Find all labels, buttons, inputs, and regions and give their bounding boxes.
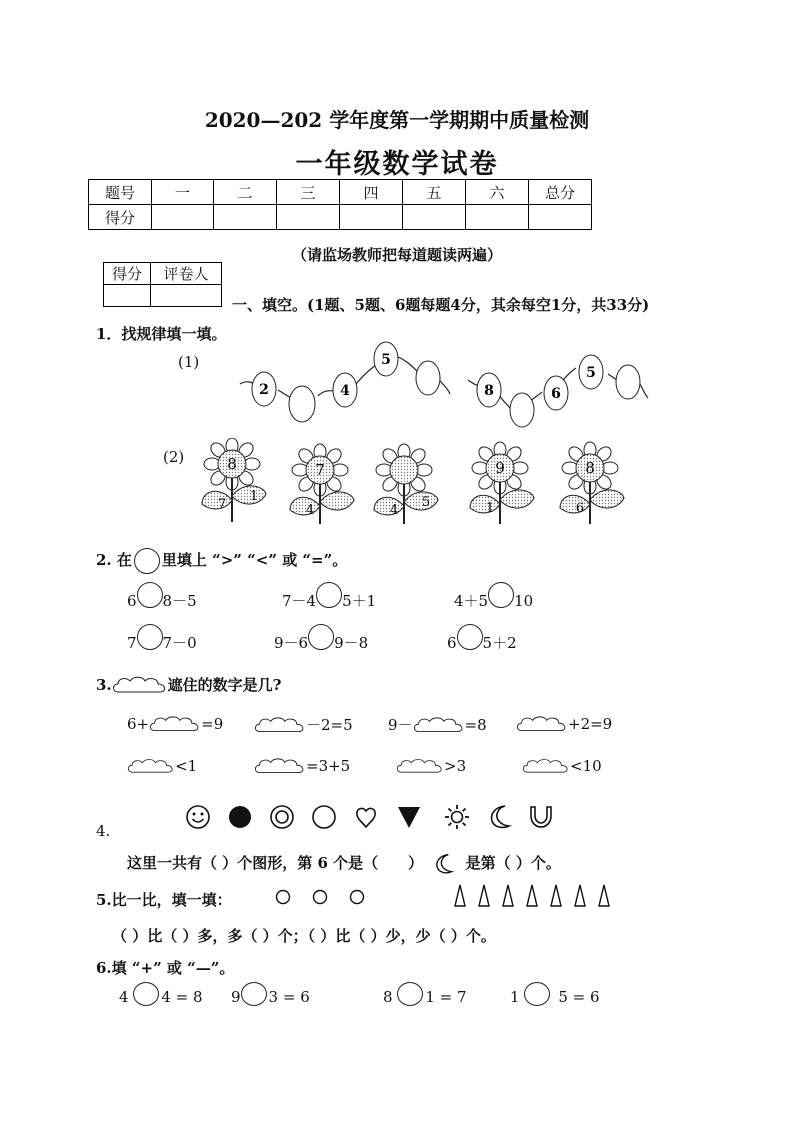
- flower-1-left-leaf-number: 7: [217, 497, 227, 512]
- question-5-label: 5.比一比，填一填：: [96, 891, 232, 909]
- exam-title: 2020—202 学年度第一学期期中质量检测: [204, 108, 590, 132]
- filled-circle-icon: [227, 804, 253, 830]
- sign-blank[interactable]: [241, 982, 267, 1006]
- question-4-label: 4.: [96, 822, 111, 840]
- grader-table-cell: 评卷人: [151, 263, 222, 285]
- compare-blank[interactable]: [316, 582, 342, 608]
- cloud-blank[interactable]: [413, 715, 465, 737]
- cloud-equation: <1: [127, 756, 197, 778]
- score-table-cell: 四: [340, 180, 403, 205]
- small-circle-icon: [314, 891, 327, 904]
- moon-icon: [487, 804, 513, 830]
- smiley-icon: [185, 804, 211, 830]
- flower-1: [202, 438, 266, 522]
- cloud-blank[interactable]: [254, 756, 306, 778]
- flower-2-head-number: 7: [315, 461, 325, 479]
- cloud-blank[interactable]: [396, 756, 444, 778]
- compare-blank[interactable]: [137, 624, 163, 650]
- compare-item: 4＋5 10: [454, 590, 533, 611]
- score-input-cell[interactable]: [466, 205, 529, 230]
- chain-b-number-4: 5: [586, 365, 596, 381]
- score-input-cell[interactable]: [403, 205, 466, 230]
- question-1-part1-label: (1): [178, 353, 200, 371]
- flower-1-head-number: 8: [227, 455, 237, 473]
- score-table: [88, 179, 592, 230]
- sign-blank[interactable]: [133, 982, 159, 1006]
- flower-3-right-leaf-number: 5: [421, 495, 431, 510]
- cloud-equation: 6+ =9: [127, 714, 223, 736]
- flower-5: [560, 442, 624, 524]
- sign-item: 8 1 = 7: [383, 988, 467, 1006]
- compare-item: 6 5＋2: [447, 632, 517, 653]
- number-chains: [236, 338, 656, 433]
- chain-a-number-4: 5: [381, 352, 391, 368]
- compare-blank[interactable]: [137, 582, 163, 608]
- section-heading: 一、填空。(1题、5题、6题每题4分，其余每空1分，共33分): [232, 296, 650, 314]
- cloud-equation: －2=5: [254, 714, 353, 737]
- cloud-blank[interactable]: [149, 714, 201, 736]
- chain-a-blank-2[interactable]: [289, 386, 315, 422]
- reading-note: （请监场教师把每道题读两遍）: [291, 246, 502, 264]
- circle-group: [270, 886, 380, 908]
- grader-table: [103, 262, 222, 307]
- compare-blank[interactable]: [308, 624, 334, 650]
- empty-circle-icon: [311, 804, 337, 830]
- flower-row: [198, 438, 638, 524]
- sun-icon: [444, 804, 470, 830]
- grader-table-cell: 得分: [104, 263, 151, 285]
- cloud-icon: [112, 676, 168, 696]
- question-2-label-post: 里填上 “>” “<” 或 “=”。: [161, 551, 348, 569]
- flower-4-head-number: 9: [495, 459, 505, 477]
- question-6-label: 6.填 “+” 或 “—”。: [96, 959, 235, 977]
- compare-item: 9－6 9－8: [274, 632, 368, 653]
- cloud-equation: >3: [396, 756, 466, 778]
- flower-4-left-leaf-number: 1: [485, 501, 495, 516]
- cloud-blank[interactable]: [522, 756, 570, 778]
- flower-1-right-leaf-number: 1: [249, 489, 259, 504]
- question-2-label-pre: 2. 在: [96, 551, 132, 569]
- down-triangle-icon: [396, 804, 422, 830]
- score-table-cell: 一: [152, 180, 214, 205]
- cloud-blank[interactable]: [254, 715, 306, 737]
- cloud-equation: =3+5: [254, 756, 350, 778]
- chain-b-blank-5[interactable]: [616, 365, 640, 399]
- sign-item: 9 3 = 6: [231, 988, 310, 1006]
- flower-3: [374, 444, 438, 524]
- question-2-label: [96, 548, 347, 574]
- compare-blank[interactable]: [488, 582, 514, 608]
- triangle-icon: [575, 885, 585, 906]
- score-table-cell: 总分: [529, 180, 592, 205]
- score-input-cell[interactable]: [340, 205, 403, 230]
- cloud-blank[interactable]: [516, 714, 568, 736]
- question-3-label: 3. 遮住的数字是几?: [96, 676, 282, 694]
- score-table-cell: 五: [403, 180, 466, 205]
- exam-subtitle: 一年级数学试卷: [295, 149, 499, 180]
- question-1-part2-label: (2): [163, 448, 185, 466]
- triangle-icon: [503, 885, 513, 906]
- compare-item: 7 7－0: [127, 632, 197, 653]
- flower-4: [470, 442, 534, 524]
- sign-item: 1 5 = 6: [510, 988, 600, 1006]
- score-table-cell: 三: [277, 180, 340, 205]
- cloud-equation: +2=9: [516, 714, 612, 736]
- chain-a-number-1: 2: [259, 382, 269, 398]
- grader-input-cell[interactable]: [104, 285, 151, 307]
- sign-blank[interactable]: [397, 982, 423, 1006]
- blank-circle-icon: [134, 548, 160, 574]
- score-table-cell: 得分: [89, 205, 152, 230]
- triangle-icon: [479, 885, 489, 906]
- chain-b-number-1: 8: [484, 383, 494, 399]
- triangle-icon: [455, 885, 465, 906]
- small-circle-icon: [351, 891, 364, 904]
- flower-2: [290, 444, 354, 524]
- sign-blank[interactable]: [524, 982, 550, 1006]
- flower-5-head-number: 8: [585, 459, 595, 477]
- score-input-cell[interactable]: [152, 205, 214, 230]
- cloud-blank[interactable]: [127, 756, 175, 778]
- compare-item: 7－4 5＋1: [282, 590, 376, 611]
- chain-b-blank-2[interactable]: [510, 393, 534, 427]
- score-table-cell: 二: [214, 180, 277, 205]
- score-input-cell[interactable]: [277, 205, 340, 230]
- question-4-sentence: 这里一共有（ ）个图形，第 6 个是（ ） 是第（ ）个。: [127, 852, 561, 875]
- flower-3-left-leaf-number: 4: [389, 503, 399, 518]
- cloud-equation: 9－ =8: [388, 714, 487, 737]
- triangle-icon: [527, 885, 537, 906]
- score-table-score-row: [89, 205, 592, 230]
- moon-icon: [432, 853, 456, 875]
- compare-item: 6 8－5: [127, 590, 197, 611]
- cloud-equation: <10: [522, 756, 602, 778]
- triangle-group: [450, 882, 620, 910]
- flower-2-left-leaf-number: 4: [305, 503, 315, 518]
- triangle-icon: [551, 885, 561, 906]
- score-input-cell[interactable]: [529, 205, 592, 230]
- small-circle-icon: [277, 891, 290, 904]
- heart-icon: [353, 804, 379, 830]
- grader-input-cell[interactable]: [151, 285, 222, 307]
- question-5-sentence: （ ）比（ ）多，多（ ）个；（ ）比（ ）少，少（ ）个。: [112, 927, 496, 945]
- score-table-cell: 六: [466, 180, 529, 205]
- target-circle-icon: [269, 804, 295, 830]
- triangle-icon: [599, 885, 609, 906]
- cup-icon: [528, 804, 554, 830]
- chain-b-number-3: 6: [551, 386, 561, 402]
- score-input-cell[interactable]: [214, 205, 277, 230]
- flower-5-left-leaf-number: 6: [575, 501, 585, 516]
- chain-a-number-3: 4: [340, 383, 350, 399]
- question-1-label: 1．找规律填一填。: [96, 325, 227, 343]
- score-table-header-row: [89, 180, 592, 205]
- chain-a-blank-5[interactable]: [416, 361, 440, 395]
- compare-blank[interactable]: [457, 624, 483, 650]
- sign-item: 4 4 = 8: [119, 988, 203, 1006]
- score-table-cell: 题号: [89, 180, 152, 205]
